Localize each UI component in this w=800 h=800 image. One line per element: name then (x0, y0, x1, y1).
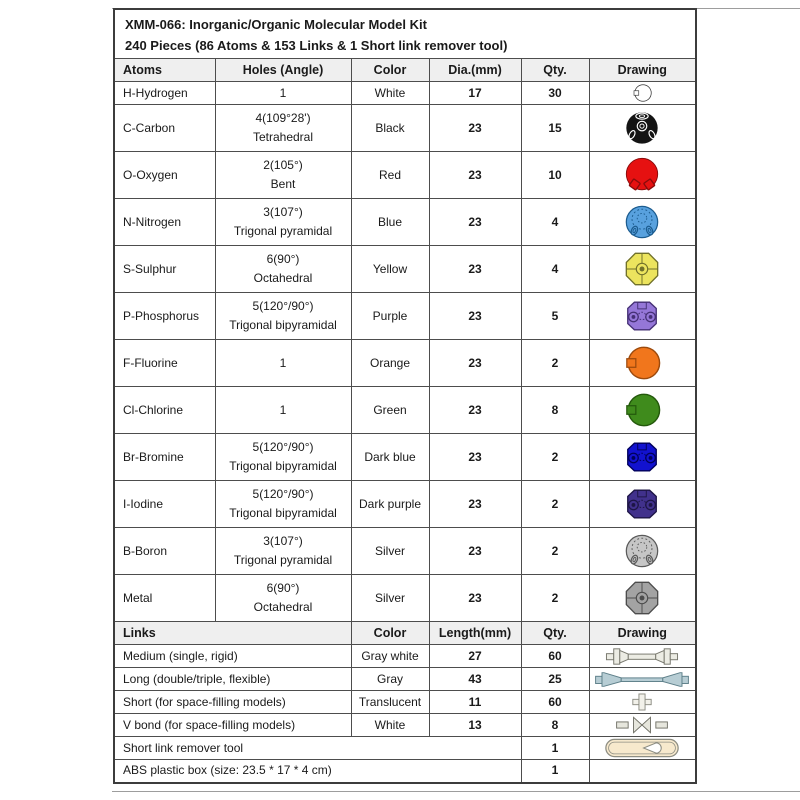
atom-row-h-hydrogen (114, 82, 696, 105)
atom-name: B-Boron (114, 528, 215, 575)
atom-holes-count: 5(120°/90°) (252, 440, 314, 454)
extra-name: ABS plastic box (size: 23.5 * 17 * 4 cm) (114, 760, 521, 783)
atom-row-cl-chlorine (114, 387, 696, 434)
b-boron-ball-icon (590, 532, 696, 570)
atom-name: O-Oxygen (114, 152, 215, 199)
link-length: 13 (429, 714, 521, 737)
drawing-cell (589, 645, 696, 668)
atom-qty: 5 (521, 293, 589, 340)
atom-holes-count: 6(90°) (266, 581, 300, 595)
atom-qty: 4 (521, 199, 589, 246)
c-carbon-ball-icon (590, 109, 696, 147)
atom-color: White (351, 82, 429, 105)
link-length: 11 (429, 691, 521, 714)
atom-name: H-Hydrogen (114, 82, 215, 105)
drawing-cell (589, 737, 696, 760)
atoms-col-header-dia-mm: Dia.(mm) (429, 59, 521, 82)
f-fluorine-ball-icon (590, 344, 696, 382)
extra-row-abs-plastic-box-size-23-5-17-4-cm (114, 760, 696, 783)
extra-row-short-link-remover-tool (114, 737, 696, 760)
links-col-header-color: Color (351, 622, 429, 645)
atom-row-metal (114, 575, 696, 622)
link-color: Translucent (351, 691, 429, 714)
drawing-cell (589, 528, 696, 575)
atom-geometry: Octahedral (253, 600, 313, 614)
atom-diameter: 17 (429, 82, 521, 105)
atom-diameter: 23 (429, 387, 521, 434)
atom-diameter: 23 (429, 340, 521, 387)
link-color: Gray (351, 668, 429, 691)
atom-color: Dark blue (351, 434, 429, 481)
atom-color: Black (351, 105, 429, 152)
atom-holes-cell (215, 387, 351, 434)
atom-diameter: 23 (429, 105, 521, 152)
atom-row-s-sulphur (114, 246, 696, 293)
drawing-cell (589, 105, 696, 152)
atom-row-c-carbon (114, 105, 696, 152)
atom-holes-count: 1 (279, 85, 287, 100)
atom-diameter: 23 (429, 293, 521, 340)
atom-holes-cell (215, 82, 351, 105)
atom-name: Br-Bromine (114, 434, 215, 481)
atom-diameter: 23 (429, 481, 521, 528)
link-qty: 8 (521, 714, 589, 737)
atom-geometry: Trigonal bipyramidal (229, 506, 337, 520)
atom-diameter: 23 (429, 575, 521, 622)
n-nitrogen-ball-icon (590, 203, 696, 241)
links-col-header-links: Links (114, 622, 351, 645)
link-length: 27 (429, 645, 521, 668)
photo-border-bottom (112, 791, 800, 792)
atom-holes-count: 6(90°) (266, 252, 300, 266)
links-col-header-length-mm: Length(mm) (429, 622, 521, 645)
atom-row-b-boron (114, 528, 696, 575)
atom-diameter: 23 (429, 528, 521, 575)
atom-color: Blue (351, 199, 429, 246)
atom-holes-cell (215, 199, 351, 246)
link-qty: 25 (521, 668, 589, 691)
atom-qty: 2 (521, 481, 589, 528)
atom-name: N-Nitrogen (114, 199, 215, 246)
link-length: 43 (429, 668, 521, 691)
atom-holes-cell (215, 434, 351, 481)
atom-holes-count: 2(105°) (263, 158, 303, 172)
atom-geometry: Octahedral (253, 271, 313, 285)
atom-row-br-bromine (114, 434, 696, 481)
drawing-cell (589, 481, 696, 528)
atom-color: Green (351, 387, 429, 434)
atom-qty: 4 (521, 246, 589, 293)
atom-name: S-Sulphur (114, 246, 215, 293)
atoms-col-header-atoms: Atoms (114, 59, 215, 82)
p-phosphorus-ball-icon (590, 297, 696, 335)
atoms-col-header-qty: Qty. (521, 59, 589, 82)
atom-diameter: 23 (429, 199, 521, 246)
atoms-col-header-holes-angle: Holes (Angle) (215, 59, 351, 82)
atom-color: Yellow (351, 246, 429, 293)
atom-row-f-fluorine (114, 340, 696, 387)
drawing-cell (589, 668, 696, 691)
atom-holes-cell (215, 246, 351, 293)
title-cell (114, 9, 696, 59)
atom-name: I-Iodine (114, 481, 215, 528)
atom-holes-cell (215, 481, 351, 528)
atom-geometry: Bent (270, 177, 296, 191)
s-sulphur-ball-icon (590, 250, 696, 288)
o-oxygen-ball-icon (590, 156, 696, 194)
atom-qty: 30 (521, 82, 589, 105)
atom-color: Silver (351, 575, 429, 622)
atom-color: Orange (351, 340, 429, 387)
atoms-col-header-drawing: Drawing (589, 59, 696, 82)
extra-qty: 1 (521, 737, 589, 760)
atom-holes-count: 1 (279, 402, 287, 417)
atom-qty: 2 (521, 575, 589, 622)
atom-holes-cell (215, 152, 351, 199)
drawing-cell (589, 246, 696, 293)
link-name: Medium (single, rigid) (114, 645, 351, 668)
extra-qty: 1 (521, 760, 589, 783)
atom-qty: 2 (521, 340, 589, 387)
drawing-cell (589, 434, 696, 481)
drawing-cell (589, 714, 696, 737)
link-name: Short (for space-filling models) (114, 691, 351, 714)
extra-name: Short link remover tool (114, 737, 521, 760)
drawing-cell (589, 152, 696, 199)
drawing-cell (589, 387, 696, 434)
atom-diameter: 23 (429, 246, 521, 293)
atom-name: P-Phosphorus (114, 293, 215, 340)
atom-holes-count: 5(120°/90°) (252, 299, 314, 313)
kit-title: XMM-066: Inorganic/Organic Molecular Model Kit (125, 17, 427, 32)
atom-holes-cell (215, 293, 351, 340)
atom-holes-count: 3(107°) (263, 534, 303, 548)
drawing-cell (589, 293, 696, 340)
link-row-medium-single-rigid (114, 645, 696, 668)
short-for-space-filling-models-link-icon (590, 692, 696, 712)
link-qty: 60 (521, 691, 589, 714)
atom-row-o-oxygen (114, 152, 696, 199)
atom-color: Silver (351, 528, 429, 575)
link-color: Gray white (351, 645, 429, 668)
short-link-remover-tool-tool-icon (590, 737, 696, 759)
long-double-triple-flexible-link-icon (590, 669, 696, 690)
atom-geometry: Trigonal bipyramidal (229, 318, 337, 332)
link-row-short-for-space-filling-models (114, 691, 696, 714)
h-hydrogen-ball-icon (590, 83, 696, 103)
atoms-col-header-color: Color (351, 59, 429, 82)
metal-ball-icon (590, 579, 696, 617)
link-color: White (351, 714, 429, 737)
link-qty: 60 (521, 645, 589, 668)
atom-diameter: 23 (429, 152, 521, 199)
drawing-cell (589, 199, 696, 246)
atom-geometry: Tetrahedral (252, 130, 314, 144)
drawing-cell (589, 340, 696, 387)
links-col-header-drawing: Drawing (589, 622, 696, 645)
medium-single-rigid-link-icon (590, 646, 696, 667)
link-name: Long (double/triple, flexible) (114, 668, 351, 691)
atom-holes-count: 4(109°28') (255, 111, 311, 125)
link-row-long-double-triple-flexible (114, 668, 696, 691)
atom-geometry: Trigonal pyramidal (233, 224, 333, 238)
atom-qty: 10 (521, 152, 589, 199)
atom-color: Purple (351, 293, 429, 340)
spec-table (113, 8, 697, 784)
links-header-row (114, 622, 696, 645)
atom-qty: 8 (521, 387, 589, 434)
drawing-cell (589, 760, 696, 783)
cl-chlorine-ball-icon (590, 391, 696, 429)
atom-holes-count: 5(120°/90°) (252, 487, 314, 501)
drawing-cell (589, 691, 696, 714)
atom-row-p-phosphorus (114, 293, 696, 340)
atom-name: Cl-Chlorine (114, 387, 215, 434)
br-bromine-ball-icon (590, 438, 696, 476)
title-row (114, 9, 696, 59)
drawing-cell (589, 575, 696, 622)
atom-name: Metal (114, 575, 215, 622)
atom-holes-cell (215, 105, 351, 152)
atom-geometry: Trigonal bipyramidal (229, 459, 337, 473)
atom-diameter: 23 (429, 434, 521, 481)
atom-name: C-Carbon (114, 105, 215, 152)
atom-name: F-Fluorine (114, 340, 215, 387)
atom-geometry: Trigonal pyramidal (233, 553, 333, 567)
atoms-header-row (114, 59, 696, 82)
atom-qty: 15 (521, 105, 589, 152)
atom-color: Red (351, 152, 429, 199)
link-row-v-bond-for-space-filling-models (114, 714, 696, 737)
atom-row-n-nitrogen (114, 199, 696, 246)
links-col-header-qty: Qty. (521, 622, 589, 645)
atom-holes-cell (215, 575, 351, 622)
v-bond-for-space-filling-models-link-icon (590, 715, 696, 735)
link-name: V bond (for space-filling models) (114, 714, 351, 737)
atom-holes-count: 3(107°) (263, 205, 303, 219)
atom-qty: 2 (521, 528, 589, 575)
atom-holes-cell (215, 340, 351, 387)
drawing-cell (589, 82, 696, 105)
atom-row-i-iodine (114, 481, 696, 528)
kit-piece-count: 240 Pieces (86 Atoms & 153 Links & 1 Short link remover tool) (125, 38, 508, 53)
atom-qty: 2 (521, 434, 589, 481)
atom-holes-cell (215, 528, 351, 575)
i-iodine-ball-icon (590, 485, 696, 523)
atom-holes-count: 1 (279, 355, 287, 370)
atom-color: Dark purple (351, 481, 429, 528)
